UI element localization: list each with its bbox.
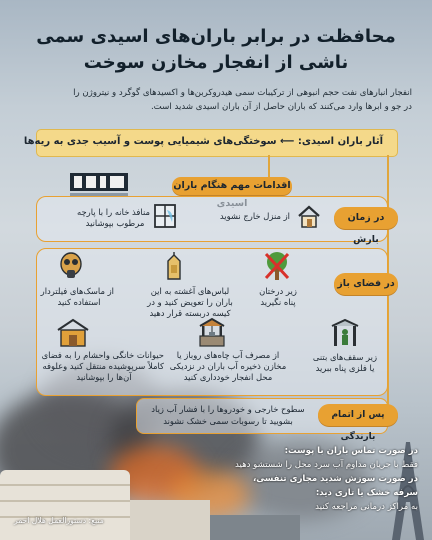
measures-title-text: اقدامات مهم هنگام باران: [173, 180, 291, 191]
outdoors-item-1-line-2: پناه نگیرید: [260, 297, 296, 307]
effects-banner: [23, 129, 398, 157]
well-icon: [196, 316, 228, 348]
bottom-line-2: فقط با جریان مداوم آب سرد محل را شستشو دهید: [234, 460, 418, 470]
after-rain-line-2: بشویید تا رسوبات سمی خشک نشوند: [163, 416, 293, 426]
intro-line-2: در جو و ابرها وارد می‌کنند که باران حاصل از آن باران اسیدی شدید است.: [150, 102, 412, 112]
intro-line-1: انفجار انبارهای نفت حجم انبوهی از ترکیبات سمی هیدروکربن‌ها و اکسیدهای گوگرد و نیتروژن را: [73, 88, 412, 98]
effects-text: آثار باران اسیدی: ⟵ سوختگی‌های شیمیایی پوست و آسیب جدی به ریه‌ها: [23, 136, 383, 147]
source-credit: منبع: دستورالعمل هلال احمر: [14, 516, 104, 525]
shelter-icon: [330, 318, 360, 348]
bottom-line-4: سرفه خشک یا تاری دید:: [315, 488, 418, 498]
outdoors-item-6-line-3: آن‌ها را بپوشانید: [76, 372, 132, 382]
outdoors-item-4-line-1: زیر سقف‌های بتنی: [312, 352, 378, 362]
during-rain-label: [334, 207, 398, 245]
outdoors-item-5-line-1: از مصرف آب چاه‌های روباز یا: [176, 350, 280, 360]
house-icon: [296, 204, 322, 230]
after-rain-label-text: پس از اتمام بارندگی: [331, 410, 385, 442]
during-rain-item-1: از منزل خارج نشوید: [219, 211, 290, 221]
during-rain-item-2-line-1: منافذ خانه را با پارچه: [76, 207, 150, 217]
outdoors-item-3-line-1: از ماسک‌های فیلتردار: [40, 286, 114, 296]
outdoors-label: [334, 273, 398, 295]
connector-line-short: [268, 155, 270, 177]
outdoors-item-1-line-1: زیر درختان: [259, 286, 297, 296]
after-rain-label: [318, 404, 398, 442]
outdoors-item-6-line-2: کاملاً سرپوشیده منتقل کنید وعلوفه: [42, 361, 164, 371]
tree-icon: [262, 250, 292, 282]
title-line-1: محافظت در برابر باران‌های اسیدی سمی: [36, 26, 396, 47]
outdoors-item-6-line-1: حیوانات خانگی واحشام را به فضای: [41, 350, 164, 360]
outdoors-label-text: در فضای باز: [337, 278, 395, 289]
outdoors-item-5-line-2: مخازن ذخیره آب باران در نزدیکی: [169, 361, 287, 371]
outdoors-item-3-line-2: استفاده کنید: [57, 297, 101, 307]
during-rain-label-text: در زمان بارش: [347, 212, 385, 245]
outdoors-item-2-line-2: باران را تعویض کنید و در: [147, 297, 233, 307]
bottom-line-1: در صورت تماس باران با پوست:: [284, 446, 418, 456]
window-icon: [152, 202, 178, 230]
clothes-bag-icon: [160, 251, 190, 281]
intro-text: [20, 86, 412, 114]
gas-mask-icon: [56, 251, 86, 281]
outdoors-item-2-line-3: کیسه دربسته قرار دهید: [149, 308, 231, 318]
animal-shelter-icon: [56, 318, 90, 348]
measures-title: [172, 177, 292, 195]
outdoors-item-4-line-2: یا فلزی پناه ببرید: [315, 363, 375, 373]
during-rain-item-2-line-2: مرطوب بپوشانید: [85, 218, 145, 228]
outdoors-item-5-line-3: محل انفجار خودداری کنید: [183, 372, 273, 382]
bottom-line-3: در صورت سوزش شدید مجاری تنفسی،: [252, 474, 418, 484]
bottom-line-5: به مراکز درمانی مراجعه کنید: [315, 502, 418, 512]
title-line-2: ناشی از انفجار مخازن سوخت: [83, 52, 349, 73]
outdoors-item-2-line-1: لباس‌های آغشته به این: [150, 286, 230, 296]
after-rain-line-1: سطوح خارجی و خودروها را با فشار آب زیاد: [151, 404, 305, 414]
